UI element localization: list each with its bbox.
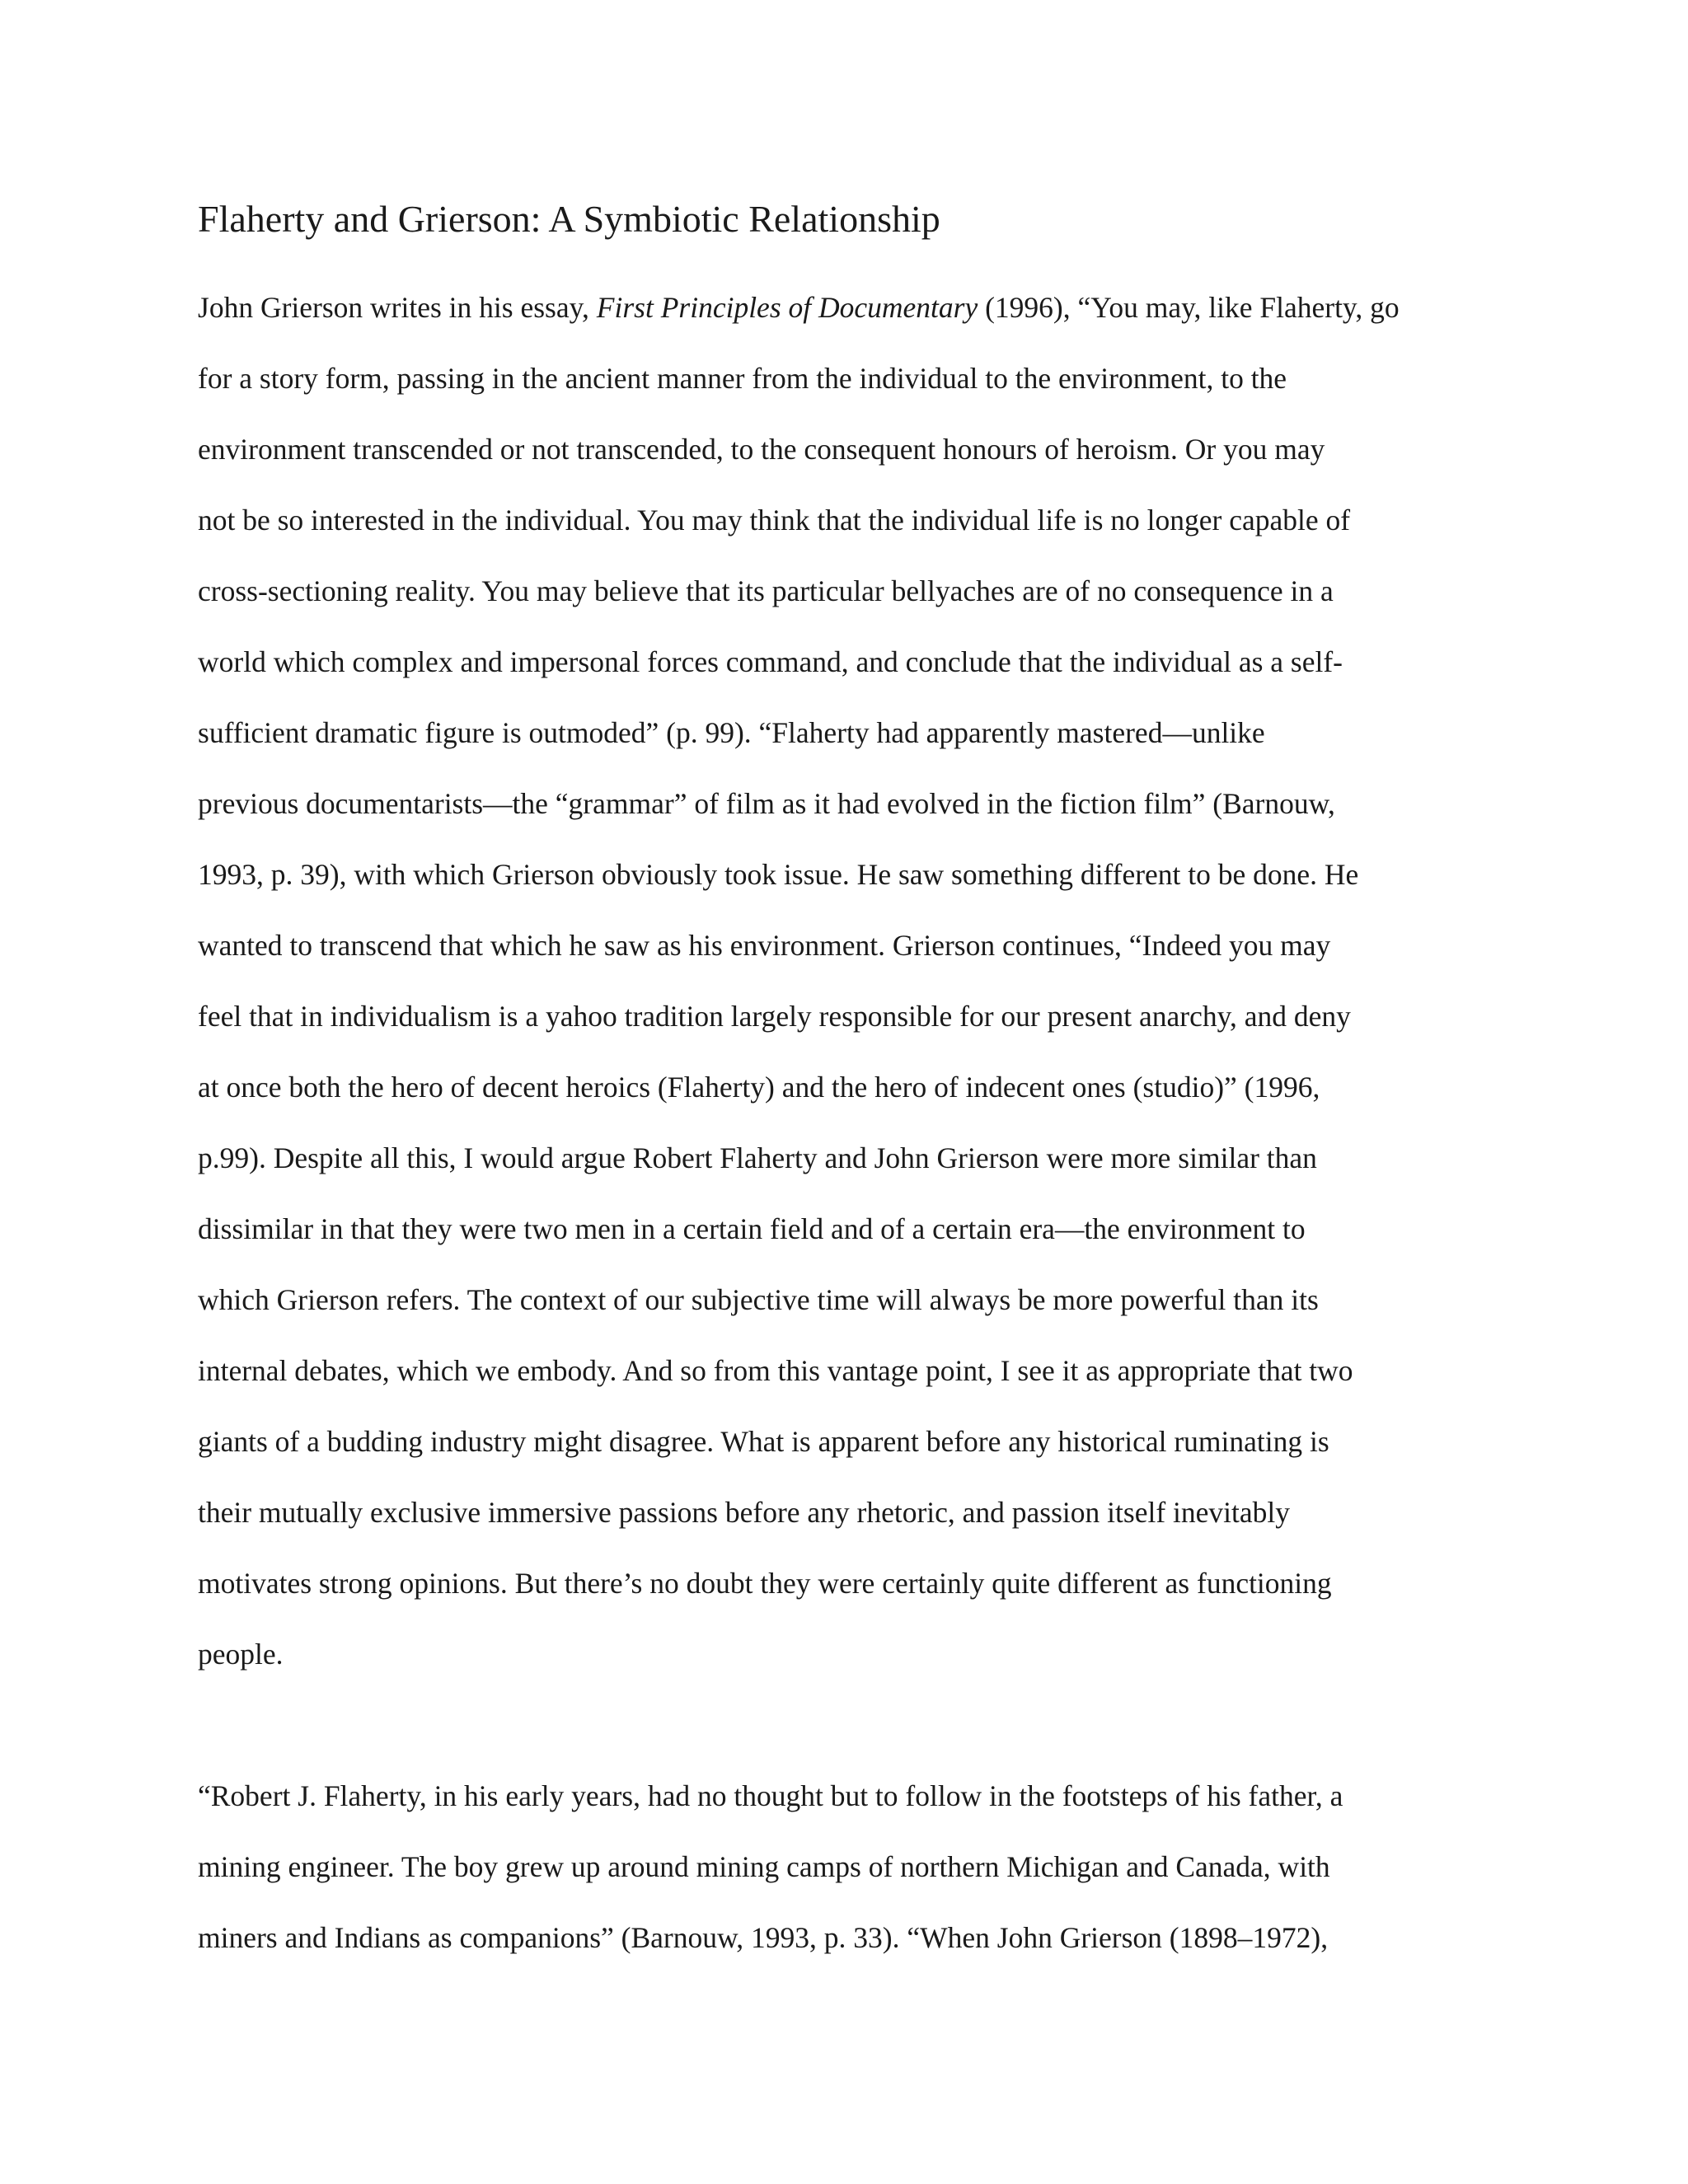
text-line: which Grierson refers. The context of our subjective time will always be more powerful than its — [198, 1283, 1319, 1316]
text-line — [198, 280, 1517, 351]
essay-title: First Principles of Documentary — [596, 291, 978, 324]
text-line: cross-sectioning reality. You may believe that its particular bellyaches are of no consequence in a — [198, 574, 1334, 607]
text-line-start: John Grierson writes in his essay, — [198, 291, 597, 324]
text-line: p.99). Despite all this, I would argue Robert Flaherty and John Grierson were more similar than — [198, 1141, 1317, 1174]
text-line: for a story form, passing in the ancient manner from the individual to the environment, to the — [198, 362, 1287, 395]
text-line: at once both the hero of decent heroics (Flaherty) and the hero of indecent ones (studio)” (1996, — [198, 1071, 1320, 1104]
text-line: internal debates, which we embody. And so from this vantage point, I see it as appropriate that two — [198, 1354, 1353, 1387]
text-line: wanted to transcend that which he saw as his environment. Grierson continues, “Indeed you may — [198, 929, 1331, 962]
paragraph-1 — [198, 280, 1517, 1698]
text-line: world which complex and impersonal forces command, and conclude that the individual as a self- — [198, 645, 1343, 678]
text-line: “Robert J. Flaherty, in his early years, had no thought but to follow in the footsteps of his father, a — [198, 1779, 1343, 1812]
text-line: environment transcended or not transcended, to the consequent honours of heroism. Or you may — [198, 433, 1325, 466]
document-body — [198, 280, 1517, 1981]
text-line: 1993, p. 39), with which Grierson obviously took issue. He saw something different to be done. He — [198, 858, 1359, 891]
document-title: Flaherty and Grierson: A Symbiotic Relationship — [198, 198, 940, 240]
text-line: previous documentarists—the “grammar” of film as it had evolved in the fiction film” (Barnouw, — [198, 787, 1335, 820]
text-line: not be so interested in the individual. You may think that the individual life is no longer capable of — [198, 504, 1351, 537]
text-line: mining engineer. The boy grew up around mining camps of northern Michigan and Canada, with — [198, 1850, 1330, 1883]
text-line: giants of a budding industry might disagree. What is apparent before any historical ruminating is — [198, 1425, 1329, 1458]
text-line: miners and Indians as companions” (Barnouw, 1993, p. 33). “When John Grierson (1898–1972), — [198, 1921, 1329, 1954]
text-line: feel that in individualism is a yahoo tradition largely responsible for our present anarchy, and deny — [198, 1000, 1351, 1033]
text-line: people. — [198, 1638, 284, 1671]
text-line: dissimilar in that they were two men in a certain field and of a certain era—the environment to — [198, 1212, 1306, 1245]
text-line: their mutually exclusive immersive passions before any rhetoric, and passion itself inevitably — [198, 1496, 1290, 1529]
text-line: sufficient dramatic figure is outmoded” (p. 99). “Flaherty had apparently mastered—unlike — [198, 716, 1265, 749]
paragraph-gap — [198, 1698, 1517, 1769]
text-line-end: (1996), “You may, like Flaherty, go — [978, 291, 1400, 324]
text-line: motivates strong opinions. But there’s no doubt they were certainly quite different as functioning — [198, 1567, 1332, 1600]
paragraph-2 — [198, 1769, 1517, 1981]
